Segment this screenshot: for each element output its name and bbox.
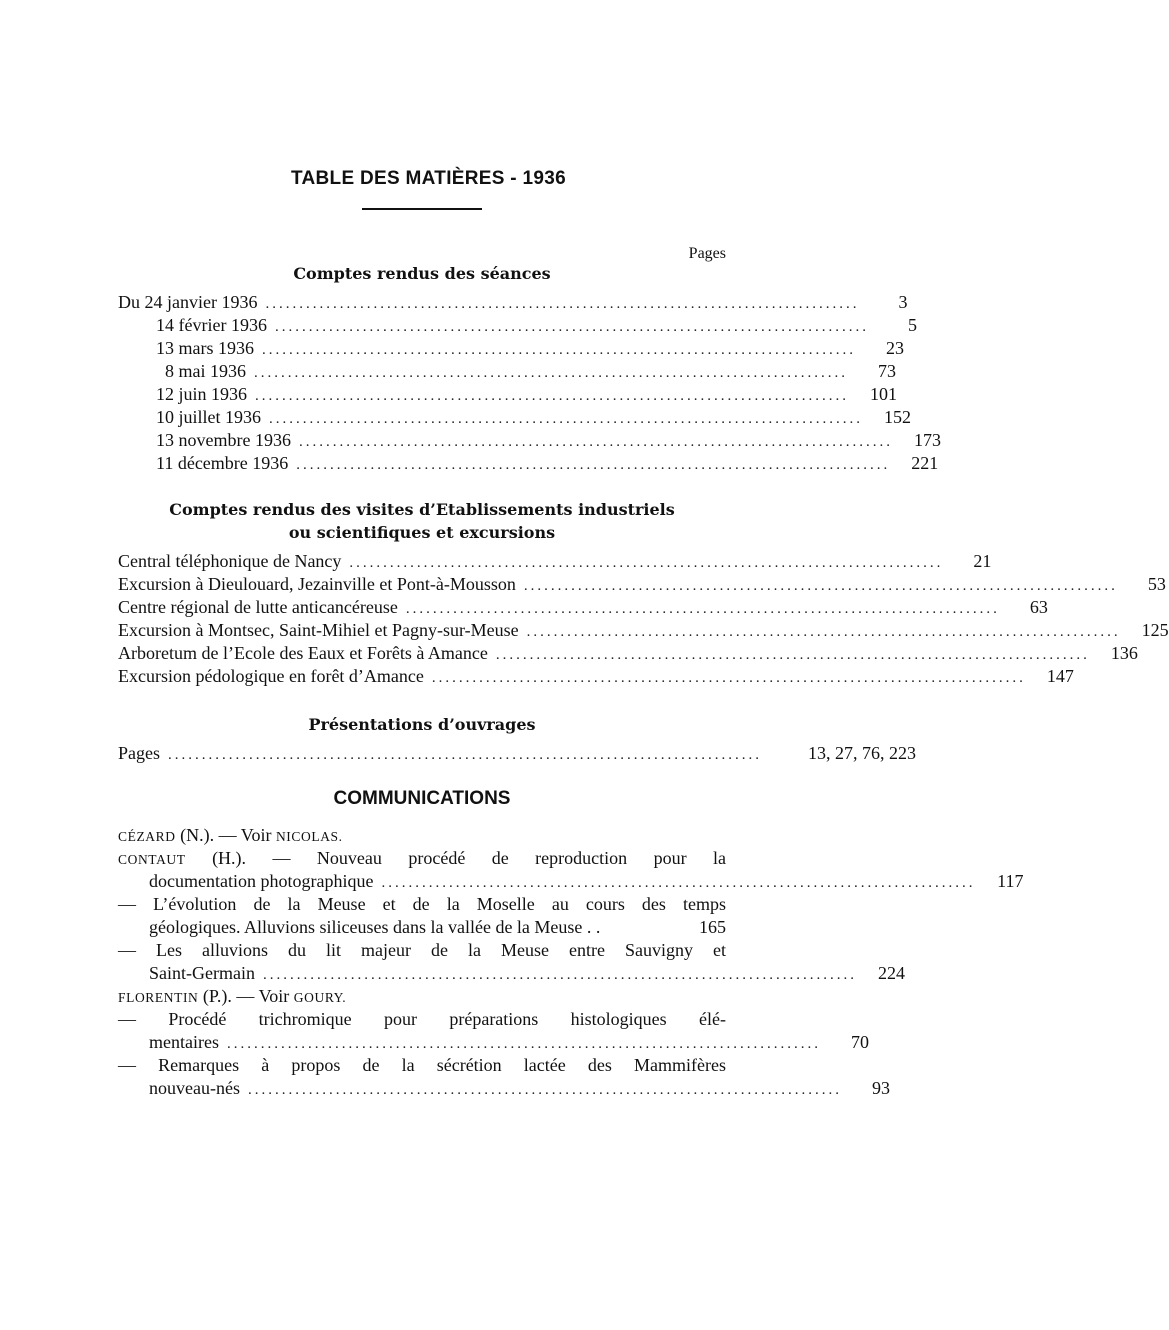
entry-label: 13 mars 1936 (156, 338, 254, 358)
toc-entry (118, 665, 1074, 688)
entry-label: 13 novembre 1936 (156, 430, 291, 450)
entry-label: 8 mai 1936 (165, 361, 246, 381)
author-line (118, 847, 726, 870)
entry-label: Central téléphonique de Nancy (118, 551, 342, 571)
dot-leader: ........................................................................................ (255, 388, 850, 404)
dot-leader: ........................................................................................ (495, 647, 1090, 663)
toc-entry (118, 870, 1024, 893)
entry-label: Pages (118, 743, 160, 763)
entry-page: 93 (871, 1078, 890, 1098)
author-name: CONTAUT (118, 852, 186, 867)
dot-leader: ........................................................................................ (262, 967, 857, 983)
entry-label: documentation photographique (149, 871, 374, 891)
entry-page: 101 (870, 384, 898, 404)
entry-label: — Les alluvions du lit majeur de la Meuse entre Sauvigny et (118, 940, 726, 960)
cross-reference: NICOLAS. (275, 829, 343, 844)
entry-label: — Remarques à propos de la sécrétion lactée des Mammifères (118, 1055, 726, 1075)
entry-label: Saint-Germain (149, 963, 255, 983)
entry-line (118, 939, 726, 962)
toc-entry (118, 452, 939, 475)
section-heading-visites (118, 498, 726, 544)
dot-leader: ........................................................................................ (349, 555, 944, 571)
dot-leader: ........................................................................................ (274, 319, 869, 335)
entry-label: Centre régional de lutte anticancéreuse (118, 597, 398, 617)
entry-label: Du 24 janvier 1936 (118, 292, 258, 312)
pages-column-header: Pages (688, 245, 726, 262)
dot-leader: ........................................................................................ (405, 601, 1000, 617)
toc-entry (118, 383, 898, 406)
toc-entry (118, 619, 1169, 642)
author-name: CÉZARD (118, 829, 176, 844)
toc-entry (118, 406, 911, 429)
section-heading-presentations: Présentations d’ouvrages (308, 715, 536, 734)
dot-leader: ........................................................................................ (523, 578, 1118, 594)
page-title: TABLE DES MATIÈRES - 1936 (291, 168, 566, 189)
toc-entry (118, 291, 908, 314)
toc-entry (118, 642, 1138, 665)
toc-entry (118, 573, 1166, 596)
dot-leader: ........................................................................................ (296, 457, 891, 473)
dot-leader: ........................................................................................ (431, 670, 1026, 686)
entry-page: 147 (1046, 666, 1074, 686)
toc-entry (118, 360, 896, 383)
entry-page: 5 (907, 315, 917, 335)
entry-label: Excursion à Dieulouard, Jezainville et Pont-à-Mousson (118, 574, 516, 594)
entry-page: 21 (973, 551, 992, 571)
entry-pages: 13, 27, 76, 223 (808, 743, 916, 763)
title-rule (362, 208, 482, 210)
entry-label: — Procédé trichromique pour préparations histologiques élé- (118, 1009, 726, 1029)
entry-page: 224 (877, 963, 905, 983)
entry-page: 125 (1141, 620, 1169, 640)
visites-list (118, 550, 1169, 688)
section-heading-seances: Comptes rendus des séances (293, 264, 551, 283)
entry-page: 70 (850, 1032, 869, 1052)
entry-label: Arboretum de l’Ecole des Eaux et Forêts à Amance (118, 643, 488, 663)
communications-list (118, 824, 1024, 1100)
entry-label: 11 décembre 1936 (156, 453, 289, 473)
entry-page: 173 (913, 430, 941, 450)
entry-page: 63 (1029, 597, 1048, 617)
entry-label: 10 juillet 1936 (156, 407, 261, 427)
toc-entry (118, 742, 916, 765)
cross-reference: GOURY. (293, 990, 347, 1005)
section-heading-communications: COMMUNICATIONS (333, 788, 511, 809)
entry-label: 12 juin 1936 (156, 384, 248, 404)
entry-page: 117 (997, 871, 1024, 891)
author-line (118, 985, 726, 1008)
entry-page: 152 (884, 407, 911, 427)
dot-leader: ........................................................................................ (298, 434, 893, 450)
toc-entry (118, 962, 905, 985)
entry-page: 3 (898, 292, 908, 312)
toc-entry (118, 916, 726, 939)
entry-label: CONTAUT (H.). — Nouveau procédé de reproduction pour la (118, 848, 726, 868)
toc-entry (118, 314, 917, 337)
dot-leader: ........................................................................................ (269, 411, 863, 427)
entry-label: Excursion pédologique en forêt d’Amance (118, 666, 424, 686)
dot-leader: ........................................................................................ (226, 1036, 821, 1052)
entry-label: nouveau-nés (149, 1078, 240, 1098)
dot-leader: ........................................................................................ (265, 296, 860, 312)
entry-page: 165 (699, 917, 726, 937)
toc-entry (118, 1031, 869, 1054)
entry-label: — L’évolution de la Meuse et de la Moselle au cours des temps (118, 894, 726, 914)
toc-entry (118, 1077, 890, 1100)
toc-entry (118, 596, 1048, 619)
entry-page: 73 (878, 361, 896, 381)
entry-page: 136 (1110, 643, 1138, 663)
entry-line (118, 893, 726, 916)
toc-entry (118, 550, 992, 573)
dot-leader: ........................................................................................ (247, 1082, 842, 1098)
entry-label: Excursion à Montsec, Saint-Mihiel et Pagny-sur-Meuse (118, 620, 519, 640)
dot-leader: ........................................................................................ (526, 624, 1121, 640)
entry-label: 14 février 1936 (156, 315, 267, 335)
dot-leader: ........................................................................................ (168, 747, 762, 763)
section-heading-line: Comptes rendus des visites d’Etablissements industriels (169, 500, 675, 519)
seances-list (118, 291, 941, 475)
dot-leader: ........................................................................................ (381, 875, 976, 891)
entry-line (118, 1008, 726, 1031)
section-heading-line: ou scientifiques et excursions (288, 523, 556, 542)
toc-entry (118, 429, 941, 452)
entry-prefix: Du (118, 292, 140, 312)
author-line (118, 824, 726, 847)
entry-label: FLORENTIN (P.). — Voir GOURY. (118, 986, 347, 1006)
dot-leader: ........................................................................................ (262, 342, 856, 358)
author-name: FLORENTIN (118, 990, 199, 1005)
entry-page: 53 (1147, 574, 1166, 594)
entry-label: mentaires (149, 1032, 219, 1052)
entry-line (118, 1054, 726, 1077)
entry-page: 221 (911, 453, 939, 473)
entry-page: 23 (886, 338, 904, 358)
entry-label: CÉZARD (N.). — Voir NICOLAS. (118, 825, 343, 845)
dot-leader: ........................................................................................ (254, 365, 848, 381)
entry-label: géologiques. Alluvions siliceuses dans la vallée de la Meuse . . (149, 917, 601, 937)
presentations-list (118, 742, 916, 765)
toc-entry (118, 337, 904, 360)
